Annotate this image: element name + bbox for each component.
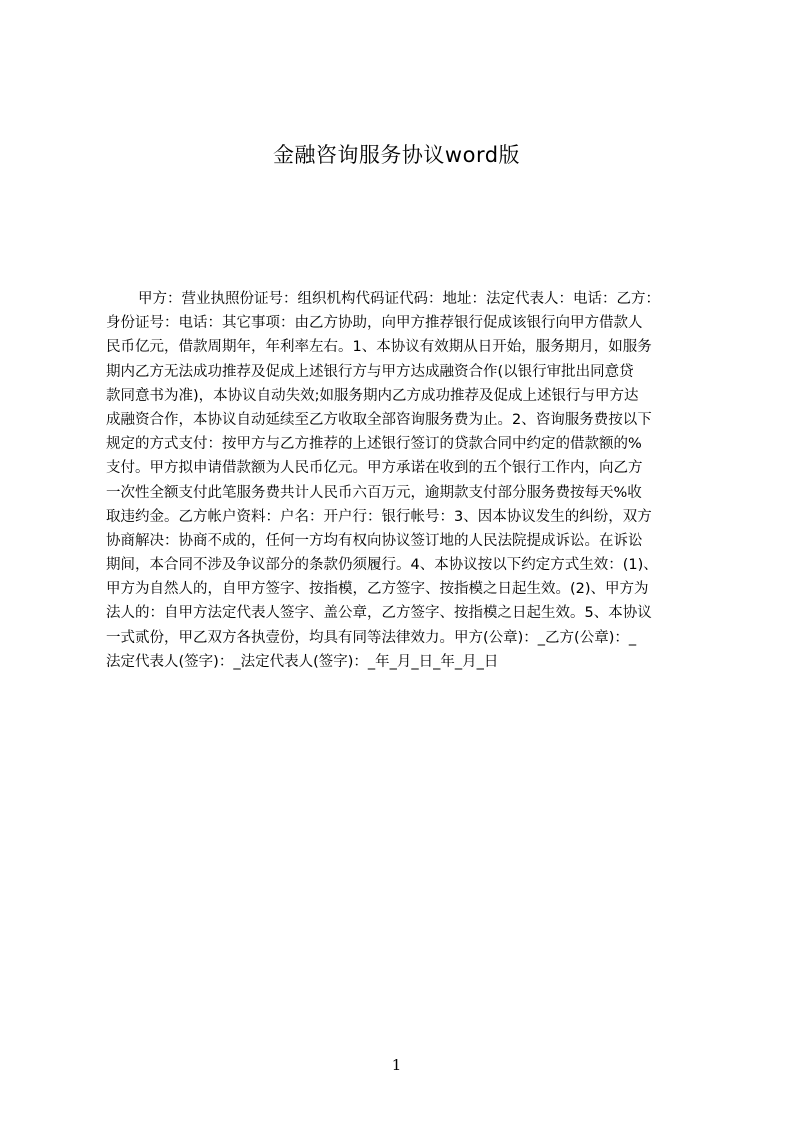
body-line: 一次性全额支付此笔服务费共计人民币六百万元，逾期款支付部分服务费按每天%收 bbox=[106, 484, 642, 501]
document-title: 金融咨询服务协议word版 bbox=[272, 143, 521, 167]
body-line: 法人的：自甲方法定代表人签字、盖公章，乙方签字、按指模之日起生效。5、本协议 bbox=[106, 605, 652, 622]
document-body bbox=[106, 287, 698, 674]
body-line: 甲方：营业执照份证号：组织机构代码证代码：地址：法定代表人：电话：乙方： bbox=[138, 291, 660, 307]
body-line: 支付。甲方拟申请借款额为人民币亿元。甲方承诺在收到的五个银行工作内，向乙方 bbox=[106, 460, 643, 477]
body-line: 成融资合作，本协议自动延续至乙方收取全部咨询服务费为止。2、咨询服务费按以下 bbox=[106, 411, 652, 428]
body-line: 款同意书为准)，本协议自动失效;如服务期内乙方成功推荐及促成上述银行与甲方达 bbox=[106, 387, 639, 404]
body-line: 一式贰份，甲乙双方各执壹份，均具有同等法律效力。甲方(公章)：_乙方(公章)：_ bbox=[106, 629, 637, 646]
body-line: 甲方为自然人的，自甲方签字、按指模，乙方签字、按指模之日起生效。(2)、甲方为 bbox=[106, 581, 649, 598]
body-line: 期内乙方无法成功推荐及促成上述银行方与甲方达成融资合作(以银行审批出同意贷 bbox=[106, 363, 634, 380]
page-number: 1 bbox=[391, 1056, 402, 1074]
body-line: 取违约金。乙方帐户资料：户名：开户行：银行帐号：3、因本协议发生的纠纷，双方 bbox=[106, 508, 652, 525]
body-line: 民币亿元，借款周期年，年利率左右。1、本协议有效期从日开始，服务期月，如服务 bbox=[106, 339, 652, 356]
body-line: 规定的方式支付：按甲方与乙方推荐的上述银行签订的贷款合同中约定的借款额的% bbox=[106, 436, 642, 453]
body-line: 协商解决：协商不成的，任何一方均有权向协议签订地的人民法院提成诉讼。在诉讼 bbox=[106, 532, 643, 549]
body-line: 法定代表人(签字)：_法定代表人(签字)：_年_月_日_年_月_日 bbox=[106, 653, 499, 670]
body-line: 身份证号：电话：其它事项：由乙方协助，向甲方推荐银行促成该银行向甲方借款人 bbox=[106, 315, 643, 332]
body-line: 期间，本合同不涉及争议部分的条款仍须履行。4、本协议按以下约定方式生效：(1)、 bbox=[106, 557, 658, 574]
